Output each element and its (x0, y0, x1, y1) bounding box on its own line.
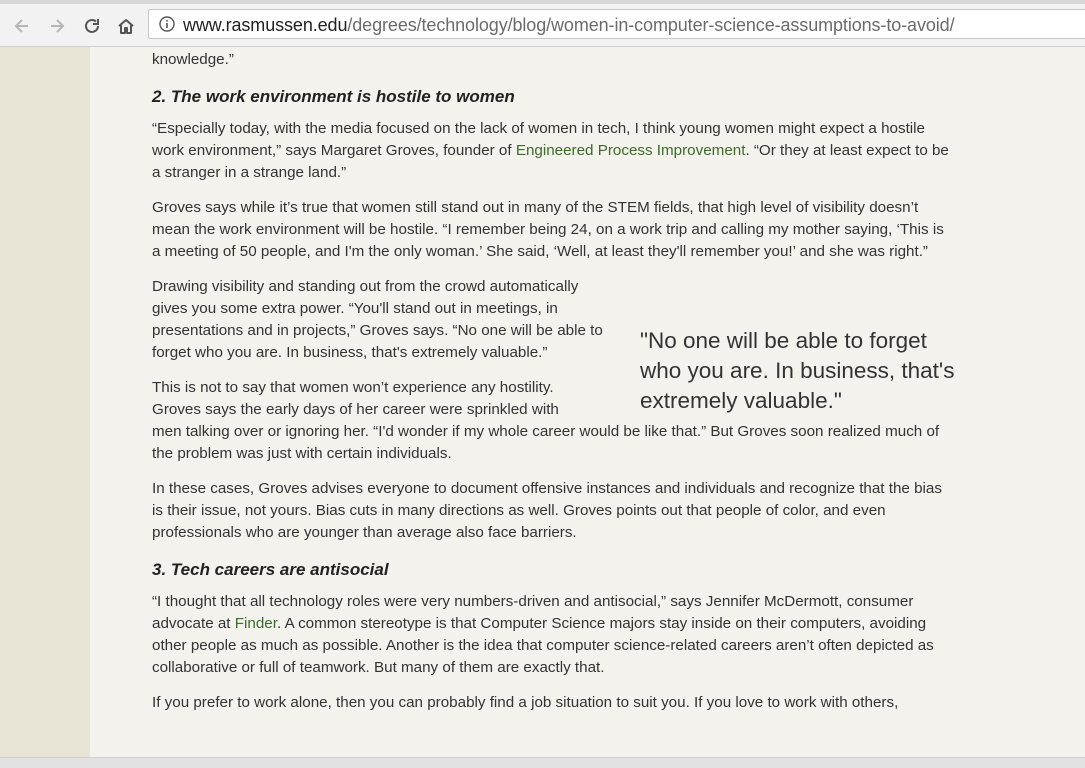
paragraph (152, 591, 952, 679)
paragraph: Drawing visibility and standing out from the crowd automatically gives you some extra power. “You'll stand out in meetings, in presentations and in projects,” Groves says. “No one will be able to forget who you are. In business, that's extremely valuable.” (152, 278, 603, 361)
home-icon (116, 16, 136, 36)
status-bar (0, 757, 1085, 768)
url-path: /degrees/technology/blog/women-in-computer-science-assumptions-to-avoid/ (347, 15, 955, 35)
paragraph: knowledge.” (152, 51, 234, 68)
paragraph-text: “Especially today, with the media focused on the lack of women in tech, I think young women might expect a hostile work environment,” says Margaret Groves, founder of (152, 120, 926, 159)
article-page (90, 47, 1085, 757)
page-background (0, 47, 90, 767)
paragraph-text: “I thought that all technology roles were very numbers-driven and antisocial,” says Jennifer McDermott, consumer advocate at (152, 593, 914, 632)
browser-toolbar (0, 4, 1085, 47)
info-icon[interactable] (159, 16, 175, 32)
url-text[interactable] (183, 16, 954, 34)
address-bar[interactable] (148, 9, 1085, 39)
finder-link[interactable]: Finder (234, 615, 277, 632)
url-host: www.rasmussen.edu (183, 15, 348, 35)
arrow-right-icon (47, 16, 67, 36)
paragraph-text: . “Or they at least expect to be a stranger in a strange land.” (152, 142, 949, 181)
reload-icon (82, 16, 102, 36)
paragraph: Groves says while it’s true that women still stand out in many of the STEM fields, that high level of visibility doesn’t mean the work environment will be hostile. “I remember being 24, on a work trip and calling my mother saying, ‘This is a meeting of 50 people, and I'm the only woman.’ She said, ‘Well, at least they'll remember you!’ and she was right.” (152, 199, 944, 260)
paragraph-text: . A common stereotype is that Computer Science majors stay inside on their computers, avoiding other people as much as possible. Another is the idea that computer science-related careers aren’t often depicted as collaborative or full of teamwork. But many of them are exactly that. (152, 615, 934, 676)
paragraph-text: men talking over or ignoring her. “I'd wonder if my whole career would be like that.” But Groves soon realized much of the problem was just with certain individuals. (152, 423, 940, 462)
section-heading-2: 2. The work environment is hostile to women (152, 87, 515, 106)
back-button[interactable] (10, 14, 34, 38)
arrow-left-icon (12, 16, 32, 36)
reload-button[interactable] (80, 14, 104, 38)
section-heading-3: 3. Tech careers are antisocial (152, 560, 389, 579)
engineered-process-improvement-link[interactable]: Engineered Process Improvement (515, 142, 746, 159)
paragraph: In these cases, Groves advises everyone to document offensive instances and individuals and recognize that the bias is their issue, not yours. Bias cuts in many directions as well. Groves points out that people of color, and even professionals who are younger than average also face barriers. (152, 480, 942, 541)
pull-quote: "No one will be able to forget who you are. In business, that's extremely valuable." (640, 328, 955, 413)
forward-button[interactable] (45, 14, 69, 38)
paragraph: If you prefer to work alone, then you can probably find a job situation to suit you. If you love to work with others, (152, 694, 899, 711)
paragraph (152, 118, 952, 184)
home-button[interactable] (114, 14, 138, 38)
paragraph-text: This is not to say that women won’t experience any hostility. Groves says the early days of her career were sprinkled with (152, 379, 559, 418)
